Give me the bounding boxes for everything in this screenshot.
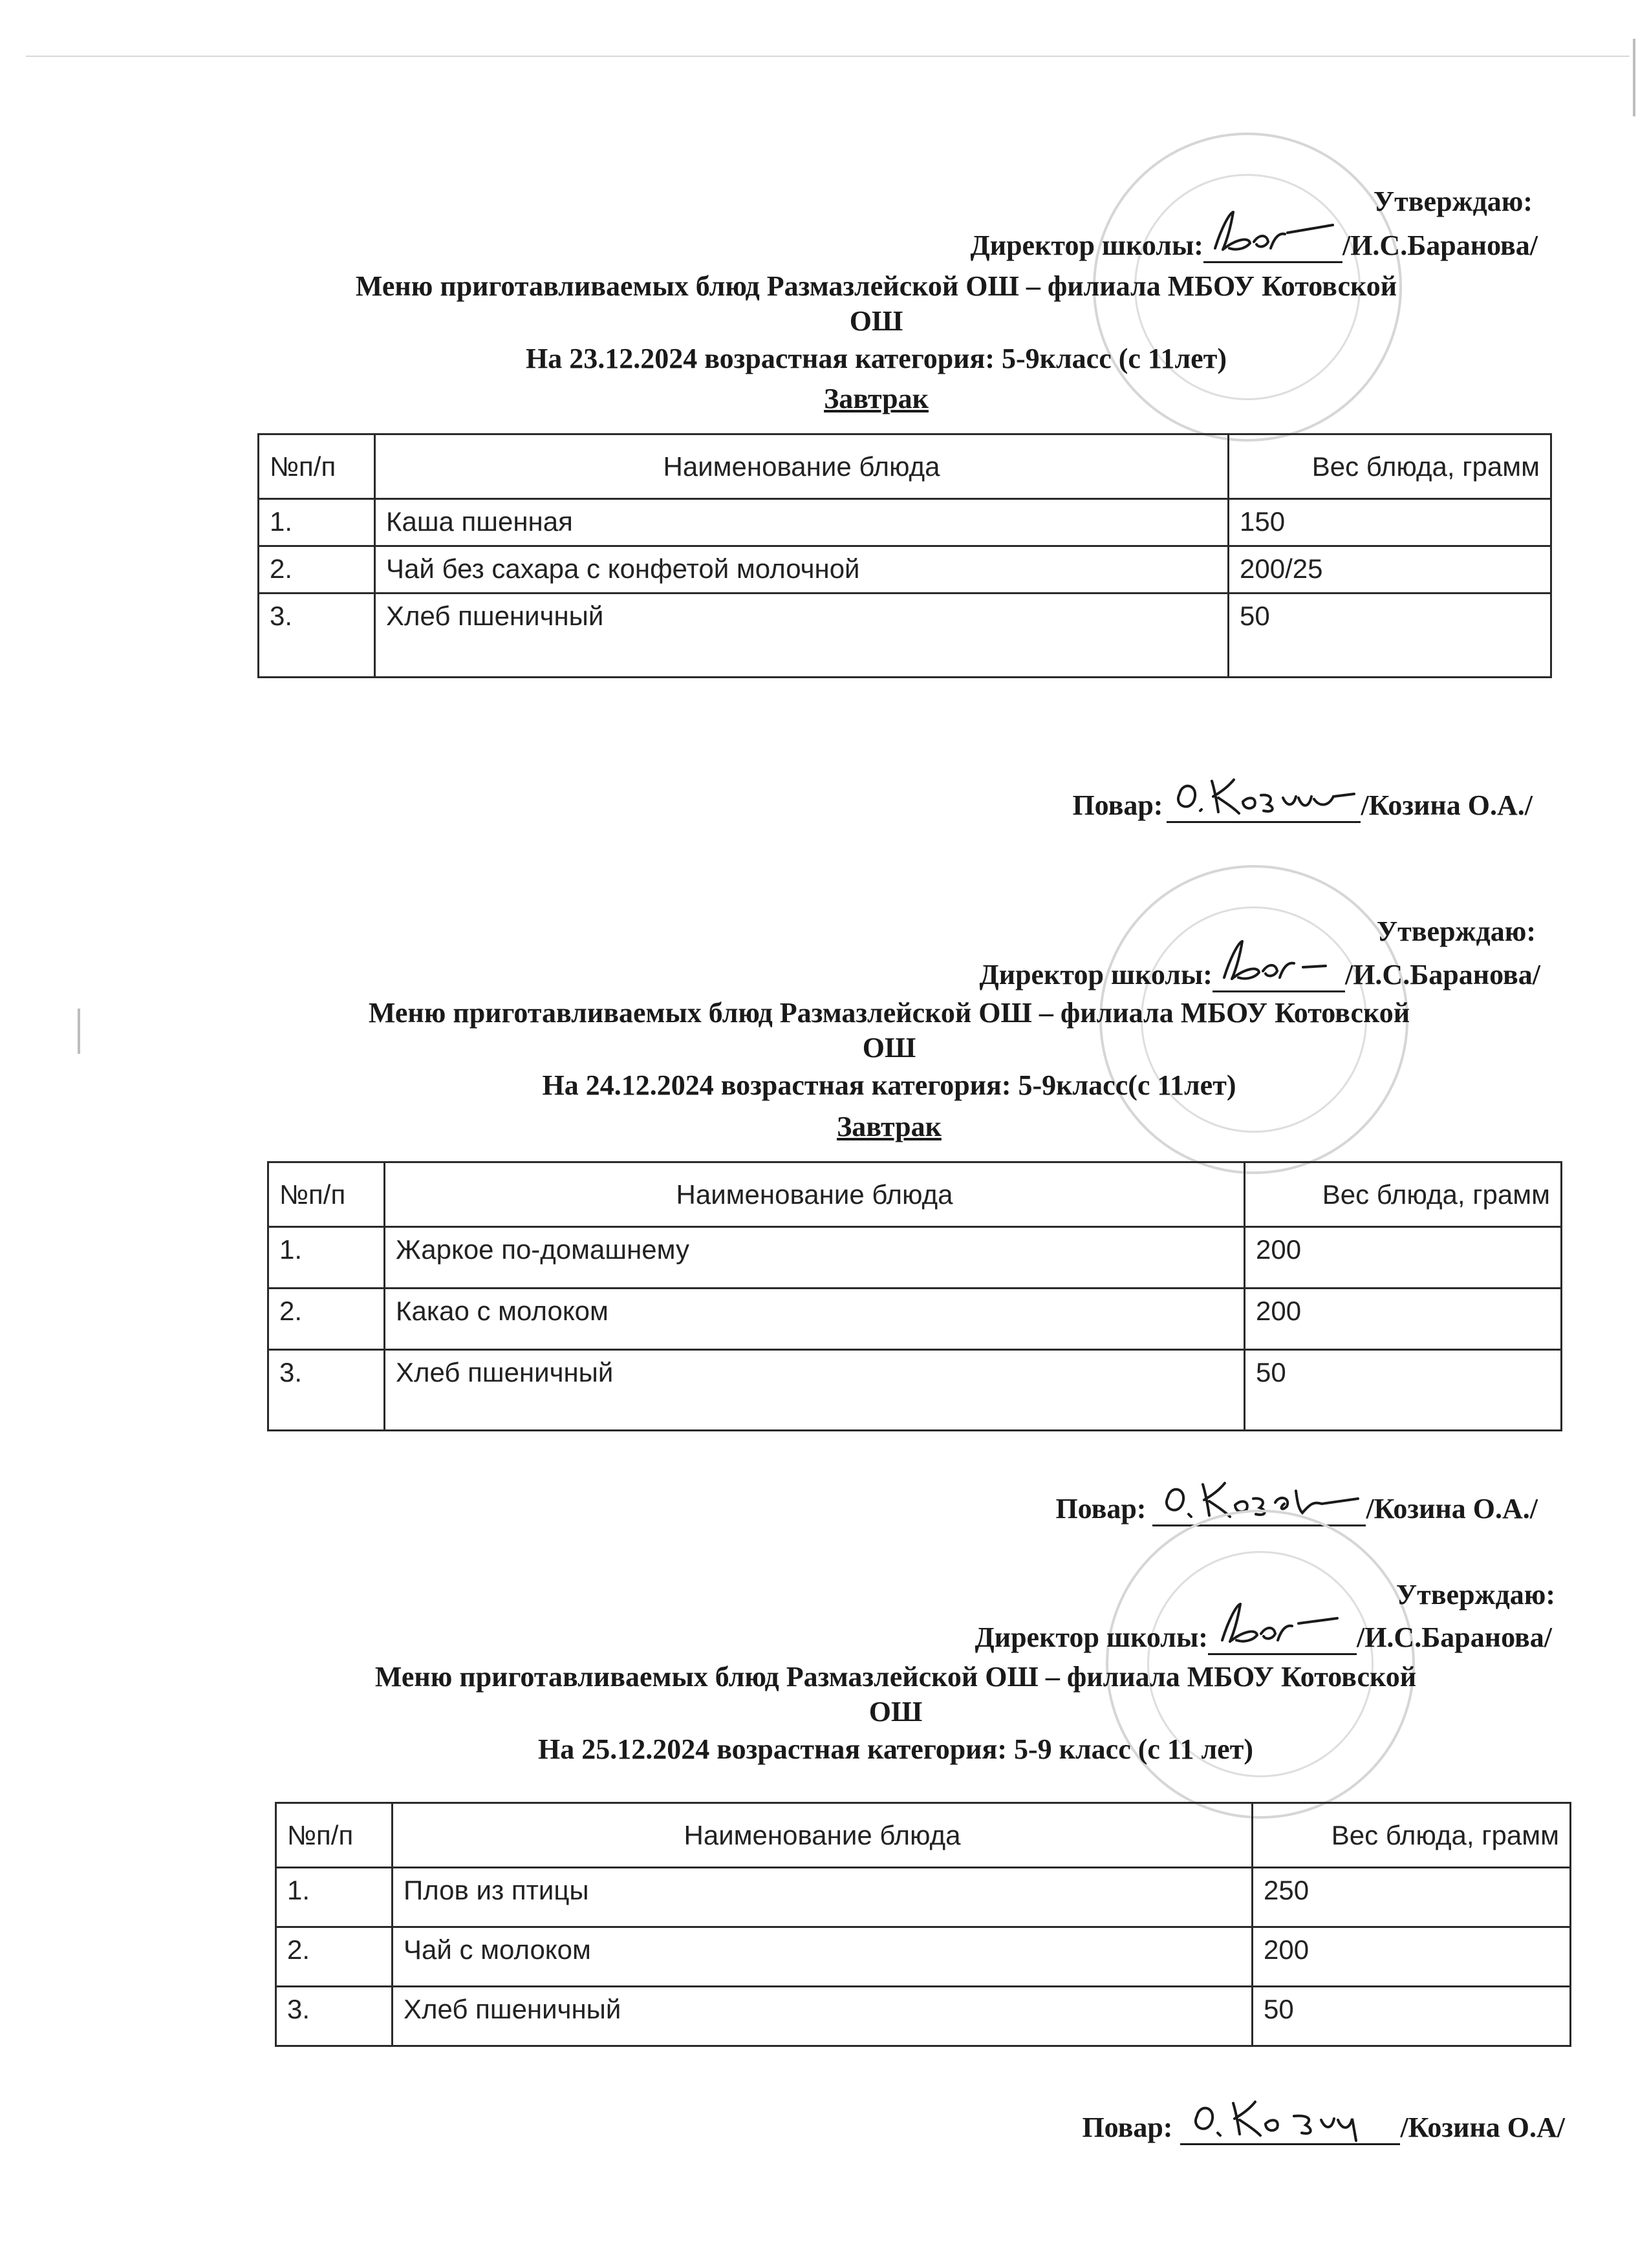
table-row [268, 1289, 1562, 1350]
cell-dish-name: Чай без сахара с конфетой молочной [375, 546, 1229, 594]
table-header-row [276, 1803, 1571, 1868]
cook-signature-line [1180, 2110, 1400, 2145]
director-line [979, 957, 1540, 996]
director-signature-line [1212, 957, 1345, 992]
table-header-row [259, 434, 1551, 499]
cell-weight: 200/25 [1229, 546, 1551, 594]
approve-label: Утверждаю: [1373, 186, 1533, 217]
table-row [276, 1987, 1571, 2046]
table-row [276, 1868, 1571, 1927]
date-category-line: На 23.12.2024 возрастная категория: 5-9класс (с 11лет) [526, 343, 1227, 374]
cook-name: /Козина О.А./ [1366, 1493, 1538, 1524]
meal-title: Завтрак [837, 1111, 942, 1142]
date-category-line: На 25.12.2024 возрастная категория: 5-9 класс (с 11 лет) [538, 1733, 1253, 1765]
cook-signature [1180, 2090, 1400, 2142]
table-row [268, 1227, 1562, 1289]
cell-number: 3. [268, 1350, 385, 1431]
cell-weight: 250 [1253, 1868, 1571, 1927]
menu-title-line-2: ОШ [868, 1696, 923, 1728]
cell-dish-name: Плов из птицы [393, 1868, 1253, 1927]
cell-number: 1. [268, 1227, 385, 1289]
director-name: /И.С.Баранова/ [1342, 230, 1538, 261]
menu-title-line-2: ОШ [849, 305, 903, 337]
cell-weight: 200 [1253, 1927, 1571, 1987]
director-label: Директор школы: [970, 230, 1203, 261]
header-number: №п/п [259, 434, 375, 499]
header-weight: Вес блюда, грамм [1229, 434, 1551, 499]
cell-weight: 50 [1253, 1987, 1571, 2046]
cell-dish-name: Чай с молоком [393, 1927, 1253, 1987]
menu-section-day-1 [0, 0, 1649, 821]
director-signature [1208, 1600, 1357, 1652]
cook-label: Повар: [1072, 789, 1163, 821]
cell-weight: 200 [1245, 1289, 1562, 1350]
table-row [259, 594, 1551, 678]
cell-number: 2. [276, 1927, 393, 1987]
director-label: Директор школы: [979, 959, 1212, 990]
cell-number: 1. [259, 499, 375, 546]
director-signature [1203, 208, 1342, 260]
cell-dish-name: Жаркое по-домашнему [385, 1227, 1245, 1289]
menu-table [257, 433, 1552, 678]
cell-weight: 50 [1245, 1350, 1562, 1431]
director-signature [1212, 937, 1345, 989]
director-name: /И.С.Баранова/ [1344, 959, 1540, 990]
menu-section-day-3 [0, 1367, 1649, 2143]
cell-weight: 150 [1229, 499, 1551, 546]
cell-number: 2. [268, 1289, 385, 1350]
header-number: №п/п [268, 1162, 385, 1227]
director-label: Директор школы: [975, 1621, 1208, 1653]
cell-dish-name: Хлеб пшеничный [385, 1350, 1245, 1431]
cook-name: /Козина О.А/ [1400, 2112, 1565, 2143]
director-signature-line [1203, 228, 1342, 263]
cook-label: Повар: [1055, 1493, 1147, 1524]
approve-label: Утверждаю: [1376, 915, 1536, 947]
cell-weight: 50 [1229, 594, 1551, 678]
director-name: /И.С.Баранова/ [1356, 1621, 1552, 1653]
meal-title: Завтрак [824, 383, 929, 414]
header-dish-name: Наименование блюда [385, 1162, 1245, 1227]
cook-label: Повар: [1082, 2112, 1173, 2143]
cell-number: 3. [276, 1987, 393, 2046]
cell-number: 1. [276, 1868, 393, 1927]
header-dish-name: Наименование блюда [393, 1803, 1253, 1868]
cell-dish-name: Хлеб пшеничный [393, 1987, 1253, 2046]
director-line [970, 228, 1538, 266]
cook-line [1082, 2110, 1565, 2148]
cook-name: /Козина О.А./ [1361, 789, 1533, 821]
header-dish-name: Наименование блюда [375, 434, 1229, 499]
header-number: №п/п [276, 1803, 393, 1868]
approve-label: Утверждаю: [1396, 1579, 1555, 1610]
director-line [975, 1620, 1552, 1658]
table-row [276, 1927, 1571, 1987]
cell-number: 2. [259, 546, 375, 594]
cell-weight: 200 [1245, 1227, 1562, 1289]
cell-dish-name: Каша пшенная [375, 499, 1229, 546]
menu-title-line-1: Меню приготавливаемых блюд Размазлейской ОШ – филиала МБОУ Котовской [368, 997, 1410, 1029]
cell-number: 3. [259, 594, 375, 678]
header-weight: Вес блюда, грамм [1253, 1803, 1571, 1868]
table-row [259, 546, 1551, 594]
menu-section-day-2 [0, 729, 1649, 1524]
menu-table [275, 1802, 1571, 2047]
table-header-row [268, 1162, 1562, 1227]
menu-title-line-2: ОШ [862, 1032, 916, 1064]
date-category-line: На 24.12.2024 возрастная категория: 5-9класс(с 11лет) [542, 1069, 1236, 1101]
menu-title-line-1: Меню приготавливаемых блюд Размазлейской ОШ – филиала МБОУ Котовской [355, 270, 1397, 302]
menu-title-line-1: Меню приготавливаемых блюд Размазлейской ОШ – филиала МБОУ Котовской [374, 1661, 1417, 1693]
cell-dish-name: Хлеб пшеничный [375, 594, 1229, 678]
table-row [259, 499, 1551, 546]
cell-dish-name: Какао с молоком [385, 1289, 1245, 1350]
header-weight: Вес блюда, грамм [1245, 1162, 1562, 1227]
director-signature-line [1208, 1620, 1357, 1655]
